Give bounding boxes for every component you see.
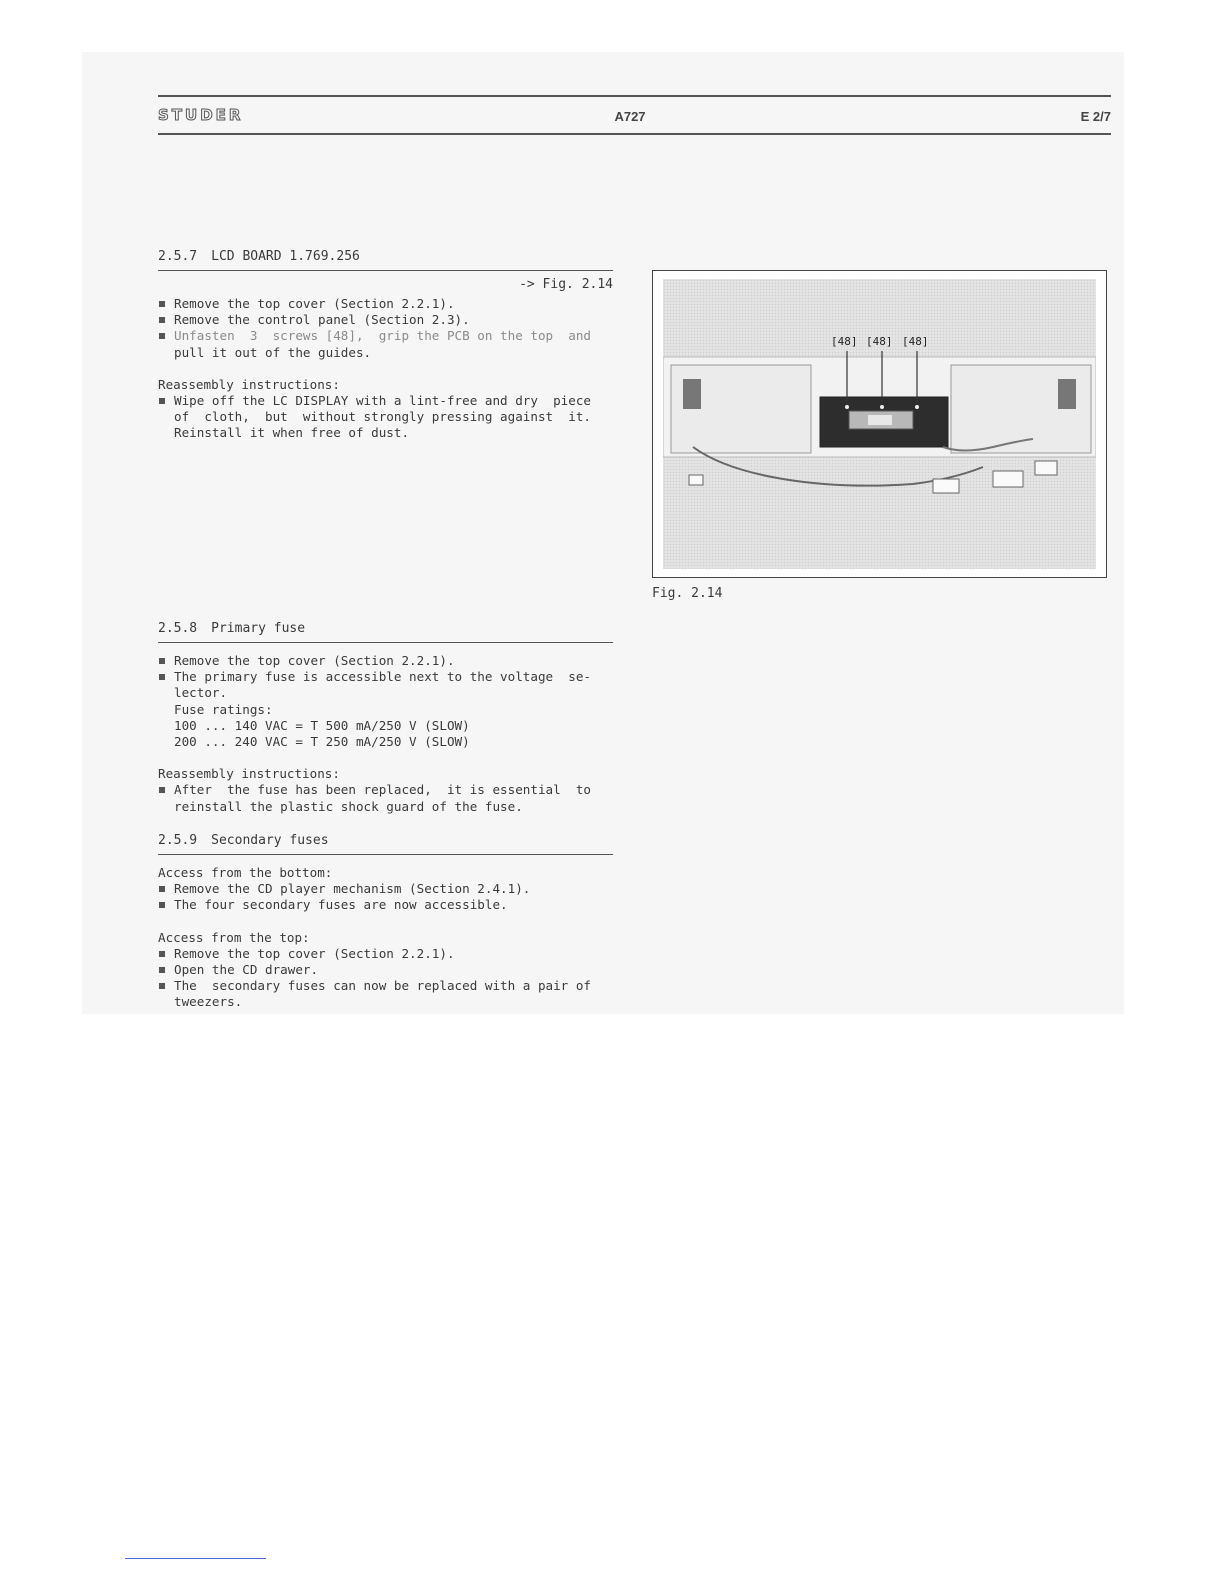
item-text: Remove the control panel (Section 2.3). xyxy=(174,312,470,328)
item-text: The primary fuse is accessible next to the voltage se- xyxy=(174,669,592,685)
item-text: of cloth, but without strongly pressing against it. xyxy=(174,409,592,425)
item-text: tweezers. xyxy=(174,994,243,1010)
model-number: A727 xyxy=(614,109,646,124)
item-text: Remove the CD player mechanism (Section 2.4.1). xyxy=(174,881,531,897)
figure-frame xyxy=(652,270,1107,578)
section-primary-fuse xyxy=(158,620,613,815)
section-title: LCD BOARD 1.769.256 xyxy=(211,249,360,264)
list-item xyxy=(158,296,613,312)
item-text: Remove the top cover (Section 2.2.1). xyxy=(174,653,455,668)
item-text: Remove the top cover (Section 2.2.1). xyxy=(174,945,455,961)
list-item xyxy=(158,653,613,669)
section-heading xyxy=(158,248,613,271)
footnote-rule xyxy=(125,1558,266,1559)
list-item xyxy=(158,946,613,962)
section-heading xyxy=(158,620,613,643)
section-title: Primary fuse xyxy=(211,621,306,636)
page-number: E 2/7 xyxy=(1080,109,1111,124)
item-text: Open the CD drawer. xyxy=(174,962,319,978)
callout-label: [48] xyxy=(831,335,858,348)
rating-line: 100 ... 140 VAC = T 500 mA/250 V (SLOW) xyxy=(174,717,470,733)
item-text: The four secondary fuses are now accessible. xyxy=(174,897,508,913)
section-title: Secondary fuses xyxy=(211,833,329,848)
section-number: 2.5.9 xyxy=(158,833,198,848)
brand-logo: STUDER xyxy=(158,106,244,124)
item-text: reinstall the plastic shock guard of the fuse. xyxy=(174,798,523,814)
subheading: Reassembly instructions: xyxy=(158,766,340,782)
list-item xyxy=(158,881,613,897)
item-text: Remove the top cover (Section 2.2.1). xyxy=(174,296,455,311)
section-lcd-board xyxy=(158,248,613,442)
header-rule-bottom xyxy=(158,133,1111,135)
subheading: Access from the bottom: xyxy=(158,865,333,880)
section-number: 2.5.8 xyxy=(158,621,198,636)
ratings-label: Fuse ratings: xyxy=(174,701,273,717)
list-item xyxy=(158,962,613,978)
list-item xyxy=(158,897,613,913)
figure-reference: -> Fig. 2.14 xyxy=(519,277,613,292)
list-item xyxy=(158,393,613,442)
item-text: Unfasten 3 screws [48], grip the PCB on the top and xyxy=(174,328,592,344)
figure-caption: Fig. 2.14 xyxy=(652,586,723,601)
subheading: Reassembly instructions: xyxy=(158,376,340,392)
rating-line: 200 ... 240 VAC = T 250 mA/250 V (SLOW) xyxy=(174,734,470,750)
fuse-ratings xyxy=(158,702,613,751)
callout-label: [48] xyxy=(902,335,929,348)
section-number: 2.5.7 xyxy=(158,249,198,264)
list-item xyxy=(158,328,613,360)
item-text: pull it out of the guides. xyxy=(174,344,372,360)
section-secondary-fuses xyxy=(158,832,613,1011)
item-text: Wipe off the LC DISPLAY with a lint-free and dry piece xyxy=(174,393,592,409)
item-text: Reinstall it when free of dust. xyxy=(174,425,410,441)
lcd-board-photo xyxy=(663,279,1096,569)
list-item xyxy=(158,669,613,701)
list-item xyxy=(158,782,613,814)
callout-label: [48] xyxy=(866,335,893,348)
section-heading xyxy=(158,832,613,855)
list-item xyxy=(158,312,613,328)
item-text: The secondary fuses can now be replaced with a pair of xyxy=(174,978,592,994)
header-rule-top xyxy=(158,95,1111,97)
subheading: Access from the top: xyxy=(158,929,310,945)
item-text: lector. xyxy=(174,685,228,701)
list-item xyxy=(158,978,613,1010)
item-text: After the fuse has been replaced, it is essential to xyxy=(174,782,592,798)
